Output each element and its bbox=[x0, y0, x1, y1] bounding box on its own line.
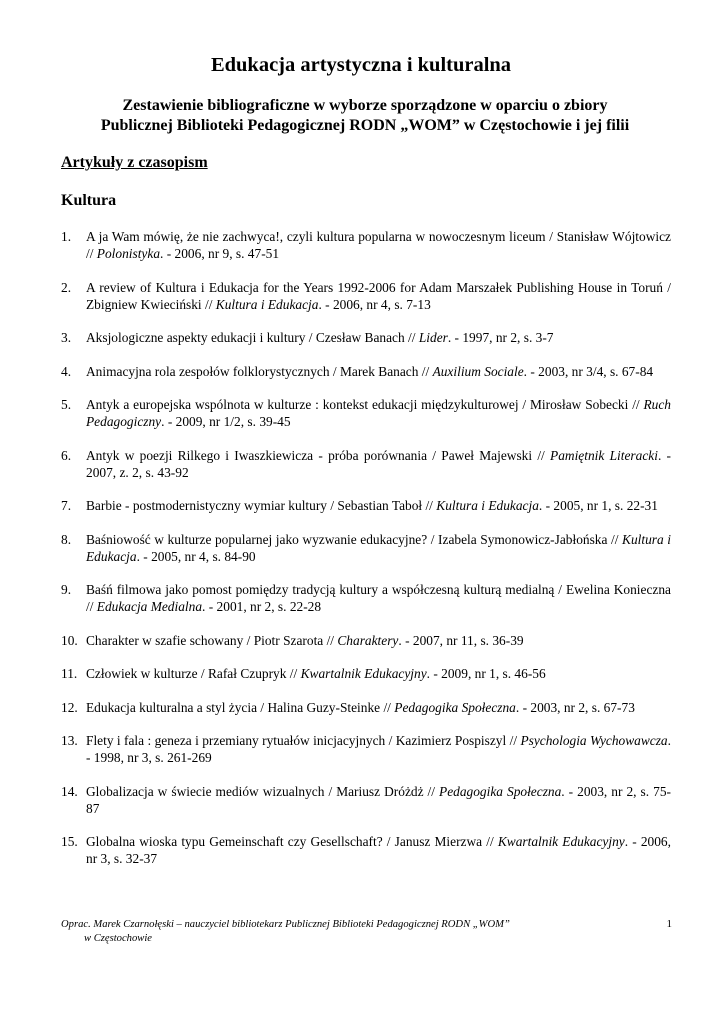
item-number: 1. bbox=[61, 229, 72, 244]
bibliography-item bbox=[61, 447, 671, 481]
footer-line-1: Oprac. Marek Czarnołęski – nauczyciel bibliotekarz Publicznej Biblioteki Pedagogicznej RODN „WOM” bbox=[61, 919, 510, 930]
item-journal: Pedagogika Społeczna bbox=[439, 783, 562, 799]
item-details: . - 2003, nr 2, s. 67-73 bbox=[515, 699, 635, 715]
item-description: Antyk w poezji Rilkego i Iwaszkiewicza - próba porównania / Paweł Majewski // bbox=[86, 447, 551, 463]
item-number: 2. bbox=[61, 279, 72, 295]
document-title: Edukacja artystyczna i kulturalna bbox=[210, 54, 512, 76]
item-description: Flety i fala : geneza i przemiany rytuałów inicjacyjnych / Kazimierz Pospiszyl // bbox=[86, 732, 521, 748]
bibliography-item bbox=[61, 497, 671, 514]
item-journal: Lider bbox=[418, 330, 448, 346]
item-journal: Psychologia Wychowawcza bbox=[520, 732, 668, 748]
item-details: . - 2006, nr 3, s. 32-37 bbox=[86, 834, 671, 867]
bibliography-item bbox=[61, 632, 671, 649]
bibliography-item bbox=[61, 329, 671, 346]
item-number: 15. bbox=[61, 834, 78, 850]
item-description: Baśniowość w kulturze popularnej jako wyzwanie edukacyjne? / Izabela Symonowicz-Jabłońska // bbox=[86, 531, 623, 547]
item-description: Antyk a europejska wspólnota w kulturze : kontekst edukacji międzykulturowej / Mirosław Sobecki // bbox=[86, 396, 644, 412]
item-details: . - 2007, z. 2, s. 43-92 bbox=[86, 447, 672, 480]
item-journal: Edukacja Medialna bbox=[96, 599, 203, 615]
item-journal: Pedagogika Społeczna bbox=[394, 699, 516, 715]
item-details: . - 2007, nr 11, s. 36-39 bbox=[398, 632, 524, 648]
item-number: 14. bbox=[61, 783, 78, 799]
item-details: . - 2006, nr 4, s. 7-13 bbox=[318, 296, 431, 312]
item-details: . - 2003, nr 3/4, s. 67-84 bbox=[523, 363, 654, 379]
item-journal: Charaktery bbox=[337, 632, 399, 648]
bibliography-item bbox=[61, 833, 671, 867]
item-details: . - 2006, nr 9, s. 47-51 bbox=[160, 246, 280, 262]
item-description: Animacyjna rola zespołów folklorystycznych / Marek Banach // bbox=[86, 363, 433, 379]
item-number: 3. bbox=[61, 330, 72, 346]
item-details: . - 2003, nr 2, s. 75-87 bbox=[86, 783, 671, 816]
item-description: Charakter w szafie schowany / Piotr Szarota // bbox=[86, 632, 338, 648]
footer-line-2: w Częstochowie bbox=[84, 932, 152, 944]
bibliography-item bbox=[61, 699, 671, 716]
item-number: 13. bbox=[61, 732, 78, 748]
item-journal: Ruch Pedagogiczny bbox=[86, 396, 671, 430]
item-description: A ja Wam mówię, że nie zachwyca!, czyli kultura popularna w nowoczesnym liceum / Stanisław Wójtowicz // bbox=[86, 229, 671, 262]
section-heading: Artykuły z czasopism bbox=[61, 154, 208, 171]
bibliography-item bbox=[61, 396, 671, 430]
item-details: . - 2001, nr 2, s. 22-28 bbox=[202, 599, 322, 615]
item-description: Baśń filmowa jako pomost pomiędzy tradycją kultury a współczesną kulturą medialną / Ewelina Konieczna // bbox=[86, 582, 671, 615]
item-journal: Kultura i Edukacja bbox=[436, 498, 539, 514]
item-number: 7. bbox=[61, 498, 72, 514]
item-description: Globalna wioska typu Gemeinschaft czy Gesellschaft? / Janusz Mierzwa // bbox=[86, 834, 498, 850]
bibliography-item bbox=[61, 531, 671, 565]
bibliography-item bbox=[61, 581, 671, 615]
bibliography-item bbox=[61, 363, 671, 380]
item-details: . - 2005, nr 4, s. 84-90 bbox=[136, 548, 256, 564]
item-number: 8. bbox=[61, 531, 72, 547]
item-number: 10. bbox=[61, 632, 78, 648]
bibliography-item bbox=[61, 665, 671, 682]
item-journal: Kwartalnik Edukacyjny bbox=[300, 666, 427, 682]
item-description: A review of Kultura i Edukacja for the Years 1992-2006 for Adam Marszałek Publishing House in Toruń / Zbigniew Kwieciński // bbox=[86, 279, 671, 312]
item-description: Aksjologiczne aspekty edukacji i kultury / Czesław Banach // bbox=[86, 330, 419, 346]
item-details: . - 2009, nr 1, s. 46-56 bbox=[426, 666, 546, 682]
item-details: . - 1997, nr 2, s. 3-7 bbox=[447, 330, 554, 346]
item-number: 9. bbox=[61, 582, 72, 598]
item-number: 12. bbox=[61, 699, 78, 715]
item-description: Edukacja kulturalna a styl życia / Halina Guzy-Steinke // bbox=[86, 699, 395, 715]
item-description: Globalizacja w świecie mediów wizualnych / Mariusz Dróżdż // bbox=[86, 783, 440, 799]
item-details: . - 2009, nr 1/2, s. 39-45 bbox=[161, 414, 291, 430]
item-journal: Kwartalnik Edukacyjny bbox=[497, 834, 625, 850]
item-description: Człowiek w kulturze / Rafał Czupryk // bbox=[86, 666, 301, 682]
item-journal: Kultura i Edukacja bbox=[86, 531, 671, 564]
item-journal: Auxilium Sociale bbox=[432, 363, 524, 379]
item-description: Barbie - postmodernistyczny wymiar kultury / Sebastian Taboł // bbox=[86, 498, 437, 514]
bibliography-item bbox=[61, 783, 671, 817]
item-details: . - 2005, nr 1, s. 22-31 bbox=[538, 498, 658, 514]
page-footer bbox=[61, 918, 581, 945]
bibliography-item bbox=[61, 732, 671, 766]
item-number: 11. bbox=[61, 666, 78, 682]
bibliography-list bbox=[61, 228, 671, 884]
page-number: 1 bbox=[666, 918, 672, 930]
bibliography-item bbox=[61, 279, 671, 313]
subtitle-line-2: Publicznej Biblioteki Pedagogicznej RODN „WOM” w Częstochowie i jej filii bbox=[100, 116, 630, 134]
item-number: 6. bbox=[61, 447, 72, 463]
document-subtitle bbox=[40, 96, 690, 135]
item-details: . - 1998, nr 3, s. 261-269 bbox=[86, 732, 671, 766]
item-number: 4. bbox=[61, 363, 72, 379]
item-journal: Pamiętnik Literacki bbox=[550, 447, 658, 463]
item-number: 5. bbox=[61, 396, 72, 412]
subtitle-line-1: Zestawienie bibliograficzne w wyborze sporządzone w oparciu o zbiory bbox=[122, 97, 608, 114]
item-journal: Kultura i Edukacja bbox=[215, 296, 319, 312]
category-heading: Kultura bbox=[61, 192, 117, 209]
item-journal: Polonistyka bbox=[96, 246, 161, 262]
bibliography-item bbox=[61, 228, 671, 262]
